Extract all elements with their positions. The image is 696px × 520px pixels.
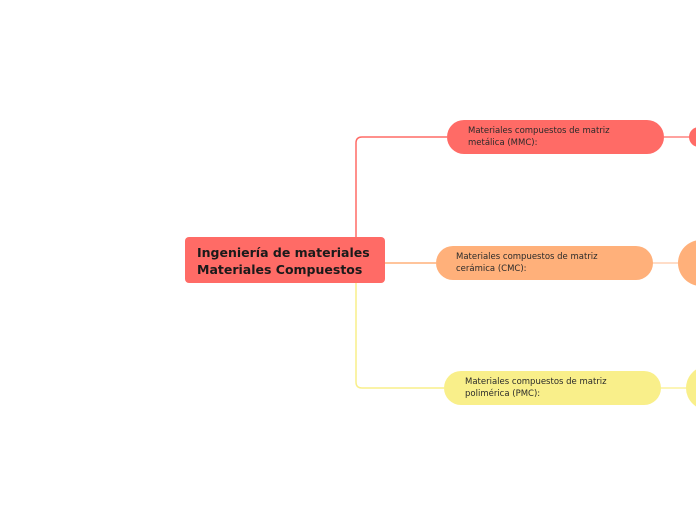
connector-central-to-pmc: [356, 283, 444, 388]
child-node-mmc-partial[interactable]: [689, 127, 696, 147]
branch-node-mmc[interactable]: [447, 120, 664, 154]
branch-pmc-line1: Materiales compuestos de matriz: [465, 377, 607, 387]
branch-node-cmc[interactable]: [436, 246, 653, 280]
branch-cmc-line2: cerámica (CMC):: [456, 264, 527, 274]
child-node-cmc-partial[interactable]: [678, 240, 696, 286]
branch-node-pmc[interactable]: [444, 371, 661, 405]
connector-central-to-mmc: [356, 137, 447, 237]
branch-pmc-line2: polimérica (PMC):: [465, 389, 541, 399]
central-topic-line1: Ingeniería de materiales: [197, 245, 370, 260]
central-topic-line2: Materiales Compuestos: [197, 262, 363, 277]
central-topic-node[interactable]: [185, 237, 385, 283]
child-node-pmc-partial[interactable]: [686, 366, 696, 410]
branch-mmc-line1: Materiales compuestos de matriz: [468, 126, 610, 136]
branch-mmc-line2: metálica (MMC):: [468, 138, 538, 148]
branch-cmc-line1: Materiales compuestos de matriz: [456, 252, 598, 262]
